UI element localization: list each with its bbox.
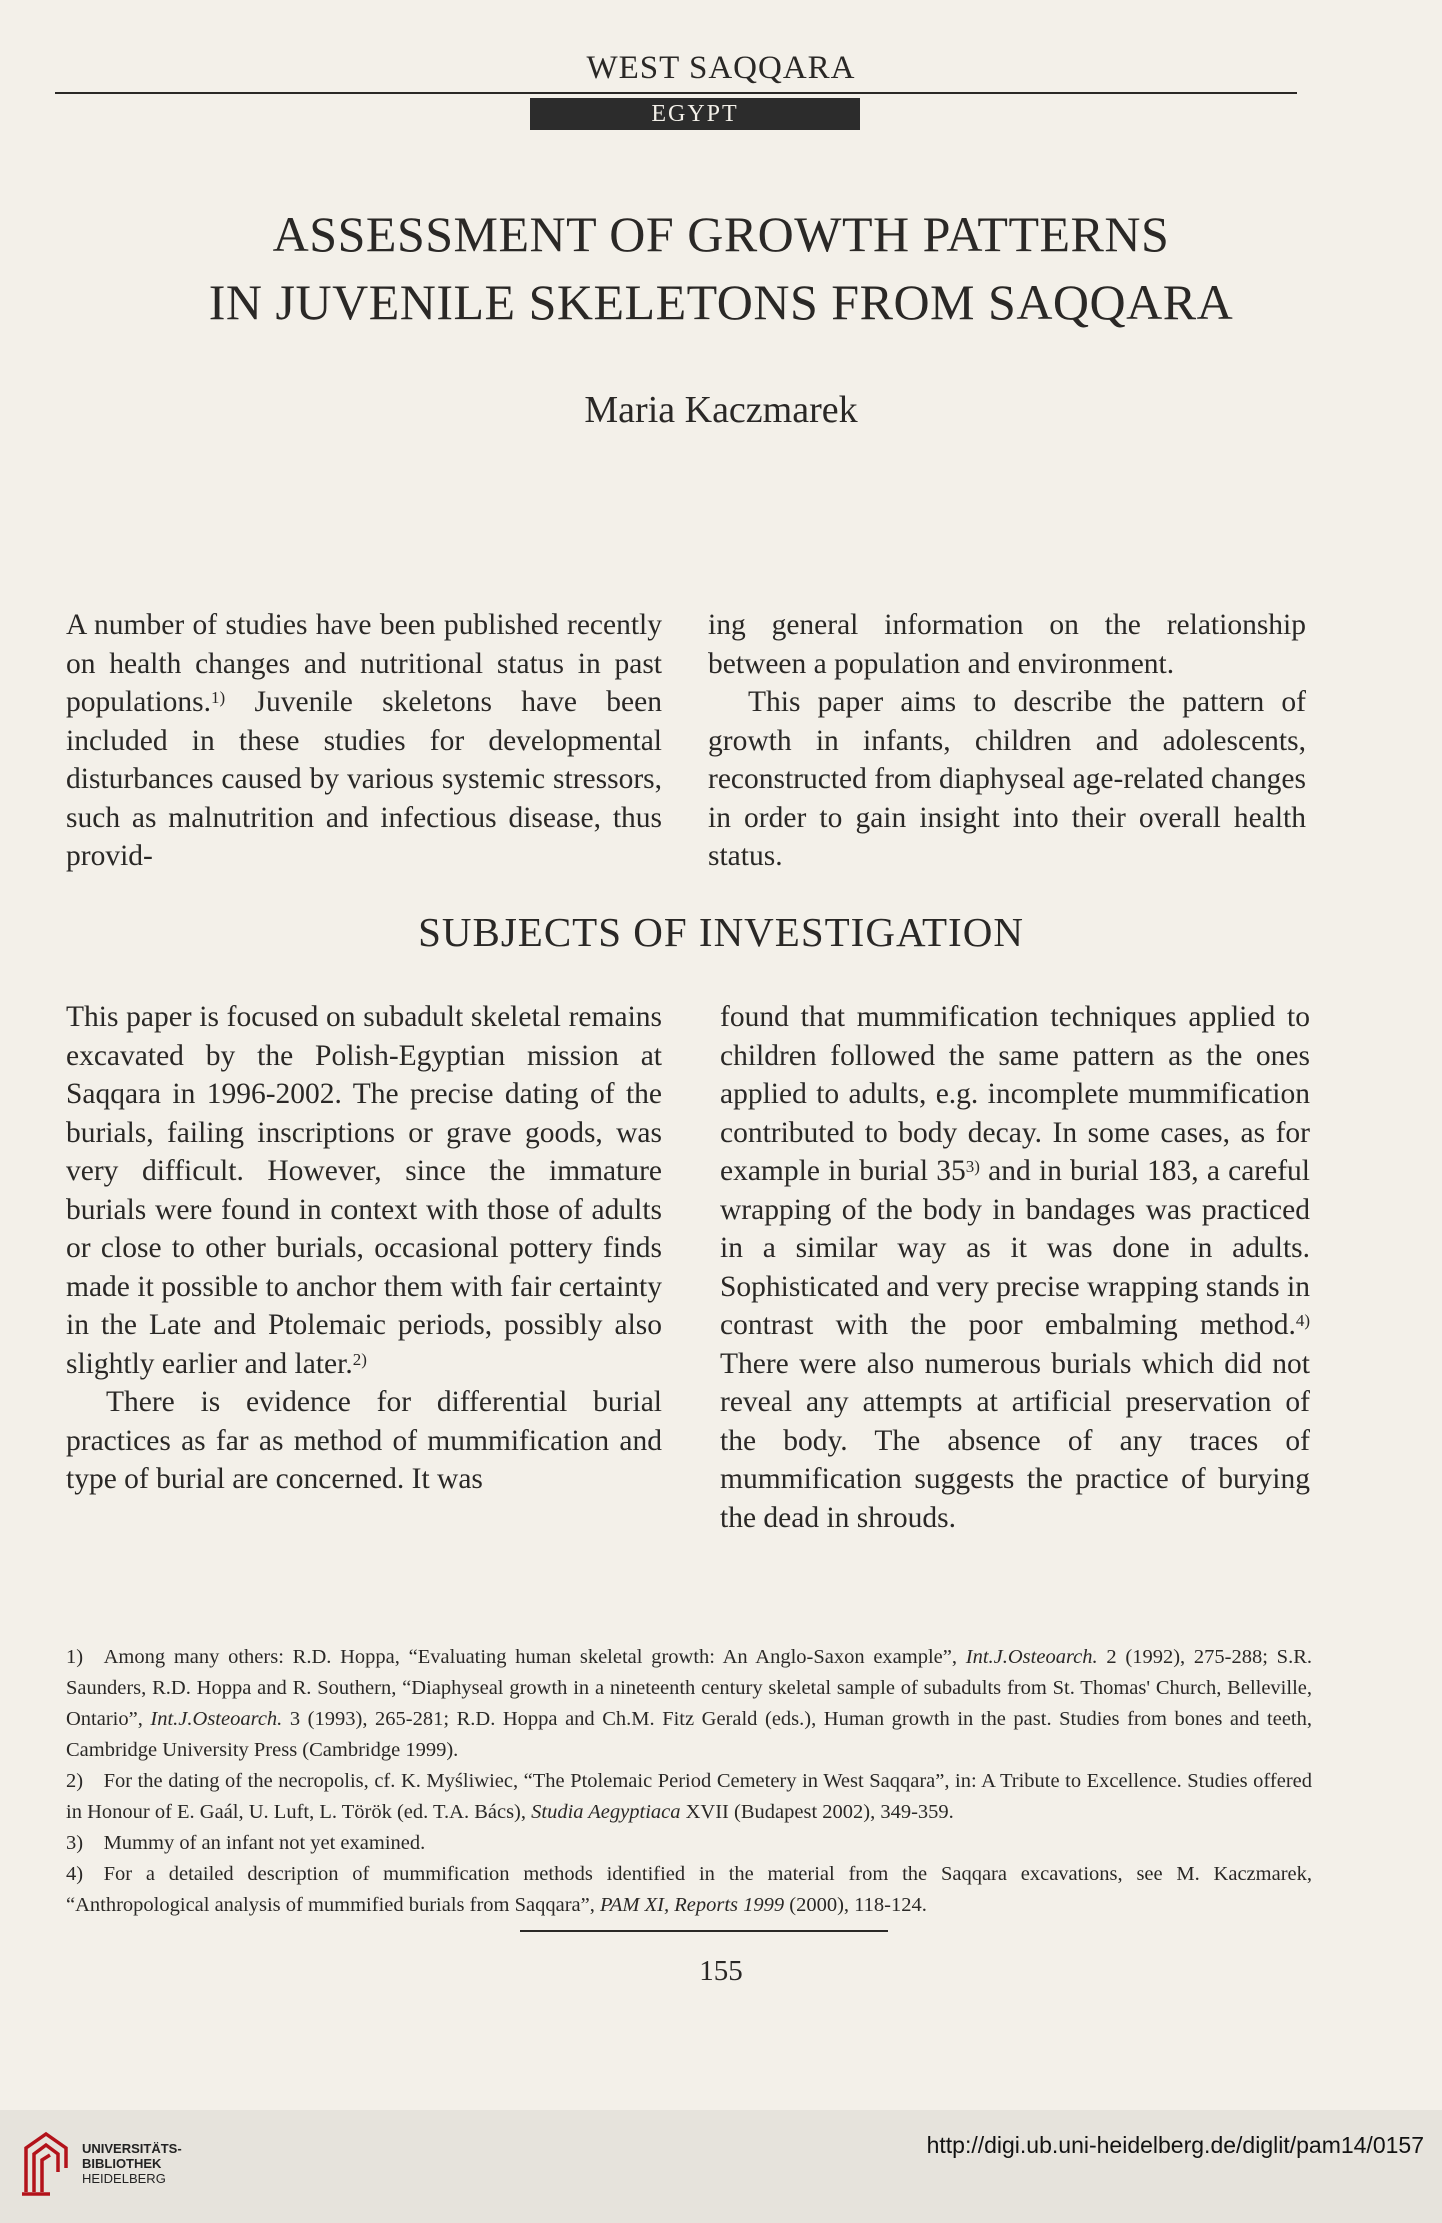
body-right-column (720, 998, 1310, 1537)
text-run: A number of studies have been published recently on health changes and nutritional status in past populations. (66, 609, 662, 718)
library-name[interactable] (82, 2141, 182, 2186)
text-run: 2 (1992), 275-288; S.R. Saunders, R.D. Hoppa and R. Southern, “Diaphyseal growth in a nineteenth century skeletal sample of subadults from St. Thomas' Church, Belleville, Ontario”, (66, 1646, 1312, 1730)
viewer-footer-bar (0, 2110, 1442, 2223)
header-rule (55, 92, 1297, 94)
text-run: 3 (1993), 265-281; R.D. Hoppa and Ch.M. Fitz Gerald (eds.), Human growth in the past. Studies from bones and teeth, Cambridge University Press (Cambridge 1999). (66, 1708, 1312, 1761)
library-name-line: BIBLIOTHEK (82, 2156, 162, 2171)
text-run: Juvenile skeletons have been included in these studies for developmental disturbances caused by various systemic stressors, such as malnutrition and infectious disease, thus provid- (66, 686, 662, 872)
intro-left-column (66, 606, 662, 876)
text-run: 2) For the dating of the necropolis, cf. K. Myśliwiec, “The Ptolemaic Period Cemetery in West Saqqara”, in: A Tribute to Excellence. Studies offered in Honour of E. Gaál, U. Luft, L. Török (ed. T.A. Bács), (66, 1770, 1312, 1823)
library-name-line: HEIDELBERG (82, 2171, 166, 2186)
ub-heidelberg-logo-icon[interactable] (20, 2128, 72, 2198)
footnote-ref-3[interactable]: 3) (965, 1157, 980, 1176)
page-number: 155 (699, 1955, 743, 1987)
text-run: This paper is focused on subadult skeletal remains excavated by the Polish-Egyptian mission at Saqqara in 1996-2002. The precise dating of the burials, failing inscriptions or grave goods, was very difficult. However, since the immature burials were found in context with those of adults or close to other burials, occasional pottery finds made it possible to anchor them with fair certainty in the Late and Ptolemaic periods, possibly also slightly earlier and later. (66, 1001, 662, 1380)
footnote-2 (66, 1766, 1312, 1828)
title-line-1: ASSESSMENT OF GROWTH PATTERNS (272, 206, 1170, 262)
library-name-line: UNIVERSITÄTS- (82, 2141, 182, 2156)
journal-title: Int.J.Osteoarch. (150, 1708, 283, 1730)
intro-paragraph-continued: ing general information on the relationship between a population and environment. (708, 609, 1306, 680)
footnote-ref-1[interactable]: 1) (211, 688, 226, 707)
source-url-link[interactable]: http://digi.ub.uni-heidelberg.de/diglit/pam14/0157 (926, 2132, 1424, 2158)
section-tab: EGYPT (530, 98, 860, 130)
footnote-1 (66, 1642, 1312, 1766)
running-head: WEST SAQQARA (586, 50, 856, 86)
footnote-ref-4[interactable]: 4) (1295, 1311, 1310, 1330)
text-run: XVII (Budapest 2002), 349-359. (680, 1801, 954, 1823)
body-paragraph (66, 998, 662, 1383)
intro-paragraph-aims: This paper aims to describe the pattern of growth in infants, children and adolescents, reconstructed from diaphyseal age-related changes in order to gain insight into their overall health status. (708, 686, 1306, 872)
footnote-3: 3) Mummy of an infant not yet examined. (66, 1832, 426, 1854)
journal-title: Studia Aegyptiaca (531, 1801, 681, 1823)
title-line-2: IN JUVENILE SKELETONS FROM SAQQARA (208, 274, 1234, 330)
body-paragraph (720, 998, 1310, 1537)
footnotes (66, 1642, 1312, 1921)
text-run: 4) For a detailed description of mummification methods identified in the material from the Saqqara excavations, see M. Kaczmarek, “Anthropological analysis of mummified burials from Saqqara”, (66, 1863, 1312, 1916)
author-name: Maria Kaczmarek (584, 389, 858, 431)
intro-right-column (708, 606, 1306, 876)
article-title (0, 200, 1442, 336)
text-run: 1) Among many others: R.D. Hoppa, “Evaluating human skeletal growth: An Anglo-Saxon example”, (66, 1646, 966, 1668)
section-heading: SUBJECTS OF INVESTIGATION (418, 909, 1024, 955)
text-run: (2000), 118-124. (784, 1894, 927, 1916)
text-run: There were also numerous burials which did not reveal any attempts at artificial preservation of the body. The absence of any traces of mummification suggests the practice of burying the dead in shrouds. (720, 1347, 1310, 1534)
body-left-column (66, 998, 662, 1499)
intro-paragraph (66, 606, 662, 876)
journal-title: Int.J.Osteoarch. (965, 1646, 1098, 1668)
body-paragraph: There is evidence for differential burial practices as far as method of mummification and type of burial are concerned. It was (66, 1386, 662, 1495)
journal-title: PAM XI, Reports 1999 (600, 1894, 785, 1916)
page-number-rule (520, 1930, 888, 1932)
text-run: and in burial 183, a careful wrapping of the body in bandages was practiced in a similar way as it was done in adults. Sophisticated and very precise wrapping stands in contrast with the poor embalming method. (720, 1155, 1310, 1341)
footnote-ref-2[interactable]: 2) (352, 1349, 367, 1369)
footnote-4 (66, 1859, 1312, 1921)
text-run: found that mummification techniques applied to children followed the same pattern as the ones applied to adults, e.g. incomplete mummification contributed to body decay. In some cases, as for example in burial 35 (720, 1001, 1310, 1187)
